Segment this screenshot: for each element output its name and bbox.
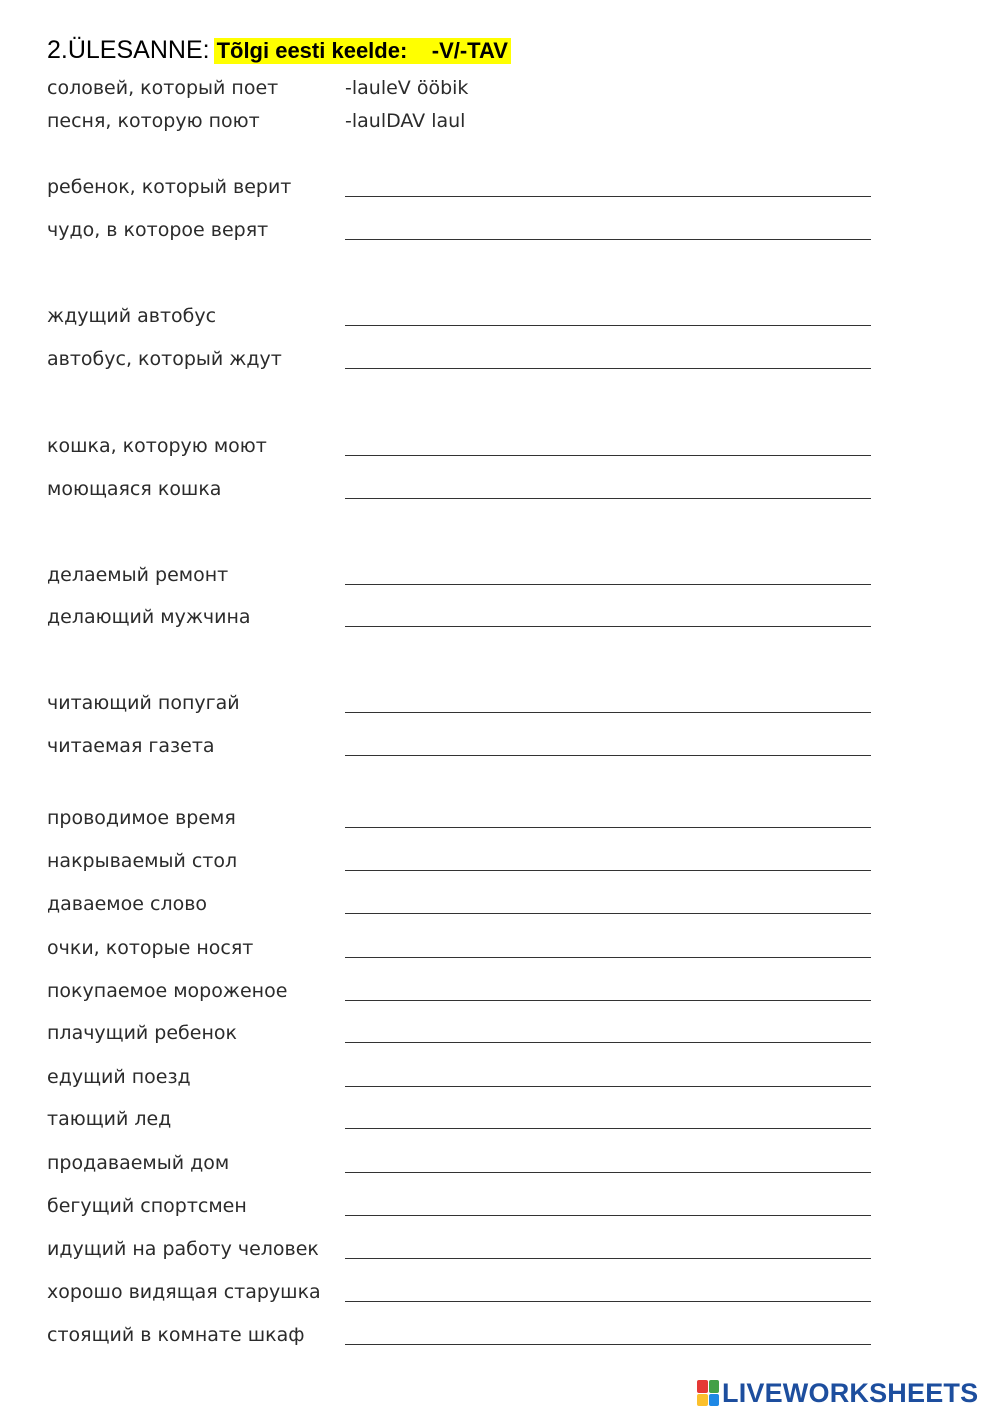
exercise-row — [0, 303, 1000, 333]
answer-blank[interactable] — [345, 1086, 871, 1087]
item-prompt: даваемое слово — [47, 893, 208, 915]
exercise-row — [0, 1064, 1000, 1094]
exercise-row — [0, 604, 1000, 634]
item-prompt: делаемый ремонт — [47, 564, 229, 586]
item-prompt: тающий лед — [47, 1108, 172, 1130]
item-prompt: едущий поезд — [47, 1066, 191, 1088]
example-russian: песня, которую поют — [47, 110, 260, 132]
item-prompt: читающий попугай — [47, 692, 240, 714]
answer-blank[interactable] — [345, 239, 871, 240]
exercise-row — [0, 1150, 1000, 1180]
answer-blank[interactable] — [345, 455, 871, 456]
item-prompt: бегущий спортсмен — [47, 1195, 247, 1217]
answer-blank[interactable] — [345, 913, 871, 914]
item-prompt: продаваемый дом — [47, 1152, 230, 1174]
exercise-row — [0, 1193, 1000, 1223]
answer-blank[interactable] — [345, 1215, 871, 1216]
exercise-row — [0, 690, 1000, 720]
item-prompt: делающий мужчина — [47, 606, 251, 628]
exercise-row — [0, 433, 1000, 463]
answer-blank[interactable] — [345, 1172, 871, 1173]
exercise-row — [0, 1279, 1000, 1309]
exercise-row — [0, 1322, 1000, 1352]
exercise-row — [0, 174, 1000, 204]
answer-blank[interactable] — [345, 1344, 871, 1345]
item-prompt: ждущий автобус — [47, 305, 217, 327]
item-prompt: чудо, в которое верят — [47, 219, 269, 241]
exercise-row — [0, 891, 1000, 921]
answer-blank[interactable] — [345, 325, 871, 326]
item-prompt: покупаемое мороженое — [47, 980, 288, 1002]
liveworksheets-logo-icon — [697, 1380, 719, 1406]
item-prompt: ребенок, который верит — [47, 176, 292, 198]
example-estonian: -laulDAV laul — [345, 110, 466, 132]
logo-text: LIVEWORKSHEETS — [722, 1377, 979, 1408]
item-prompt: идущий на работу человек — [47, 1238, 319, 1260]
exercise-row — [0, 848, 1000, 878]
answer-blank[interactable] — [345, 1301, 871, 1302]
exercise-row — [0, 346, 1000, 376]
item-prompt: плачущий ребенок — [47, 1022, 237, 1044]
answer-blank[interactable] — [345, 870, 871, 871]
example-russian: соловей, который поет — [47, 77, 279, 99]
exercise-row — [0, 805, 1000, 835]
answer-blank[interactable] — [345, 196, 871, 197]
answer-blank[interactable] — [345, 1258, 871, 1259]
exercise-number: 2.ÜLESANNE: — [47, 36, 210, 64]
exercise-row — [0, 562, 1000, 592]
exercise-row — [0, 935, 1000, 965]
exercise-row — [0, 1020, 1000, 1050]
item-prompt: накрываемый стол — [47, 850, 238, 872]
item-prompt: моющаяся кошка — [47, 478, 222, 500]
exercise-row — [0, 1106, 1000, 1136]
example-row — [0, 75, 1000, 105]
exercise-row — [0, 733, 1000, 763]
answer-blank[interactable] — [345, 827, 871, 828]
item-prompt: хорошо видящая старушка — [47, 1281, 321, 1303]
item-prompt: очки, которые носят — [47, 937, 254, 959]
answer-blank[interactable] — [345, 1042, 871, 1043]
exercise-row — [0, 476, 1000, 506]
item-prompt: проводимое время — [47, 807, 236, 829]
answer-blank[interactable] — [345, 712, 871, 713]
exercise-row — [0, 1236, 1000, 1266]
exercise-title — [47, 36, 511, 65]
answer-blank[interactable] — [345, 1128, 871, 1129]
answer-blank[interactable] — [345, 584, 871, 585]
exercise-row — [0, 217, 1000, 247]
liveworksheets-logo — [697, 1378, 978, 1408]
answer-blank[interactable] — [345, 1000, 871, 1001]
example-estonian: -lauleV ööbik — [345, 77, 469, 99]
item-prompt: кошка, которую моют — [47, 435, 267, 457]
answer-blank[interactable] — [345, 368, 871, 369]
item-prompt: читаемая газета — [47, 735, 215, 757]
answer-blank[interactable] — [345, 626, 871, 627]
example-row — [0, 108, 1000, 138]
item-prompt: автобус, который ждут — [47, 348, 282, 370]
answer-blank[interactable] — [345, 755, 871, 756]
answer-blank[interactable] — [345, 498, 871, 499]
answer-blank[interactable] — [345, 957, 871, 958]
instruction-highlight: Tõlgi eesti keelde: -V/-TAV — [214, 38, 511, 64]
item-prompt: стоящий в комнате шкаф — [47, 1324, 305, 1346]
exercise-row — [0, 978, 1000, 1008]
